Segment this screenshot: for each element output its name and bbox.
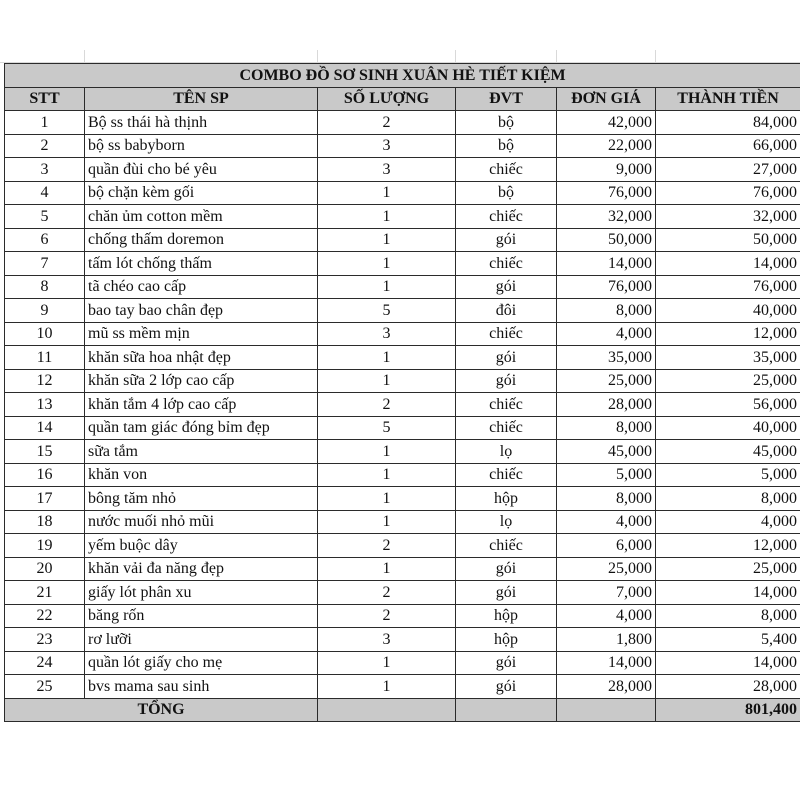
- cell-stt[interactable]: 13: [5, 393, 85, 417]
- cell-thanh-tien[interactable]: 84,000: [656, 111, 800, 135]
- total-empty-cell[interactable]: [318, 698, 456, 722]
- cell-ten-sp[interactable]: chăn ủm cotton mềm: [85, 205, 318, 229]
- cell-thanh-tien[interactable]: 45,000: [656, 440, 800, 464]
- cell-thanh-tien[interactable]: 8,000: [656, 604, 800, 628]
- cell-ten-sp[interactable]: tấm lót chống thấm: [85, 252, 318, 276]
- cell-thanh-tien[interactable]: 76,000: [656, 181, 800, 205]
- cell-dvt[interactable]: gói: [456, 651, 557, 675]
- cell-ten-sp[interactable]: khăn von: [85, 463, 318, 487]
- table-row: [5, 158, 800, 182]
- cell-dvt[interactable]: chiếc: [456, 322, 557, 346]
- cell-so-luong[interactable]: 5: [318, 299, 456, 323]
- cell-stt[interactable]: 25: [5, 675, 85, 699]
- cell-dvt[interactable]: bộ: [456, 181, 557, 205]
- table-row: [5, 510, 800, 534]
- table-row: [5, 228, 800, 252]
- combo-table: [4, 63, 800, 722]
- header-row: [5, 87, 800, 111]
- header-thanh-tien[interactable]: THÀNH TIỀN: [656, 87, 800, 111]
- cell-thanh-tien[interactable]: 14,000: [656, 581, 800, 605]
- cell-so-luong[interactable]: 1: [318, 440, 456, 464]
- cell-ten-sp[interactable]: mũ ss mềm mịn: [85, 322, 318, 346]
- cell-don-gia[interactable]: 14,000: [557, 651, 656, 675]
- cell-thanh-tien[interactable]: 25,000: [656, 369, 800, 393]
- cell-so-luong[interactable]: 1: [318, 557, 456, 581]
- cell-stt[interactable]: 1: [5, 111, 85, 135]
- cell-thanh-tien[interactable]: 14,000: [656, 651, 800, 675]
- cell-stt[interactable]: 5: [5, 205, 85, 229]
- cell-don-gia[interactable]: 1,800: [557, 628, 656, 652]
- table-row: [5, 604, 800, 628]
- cell-thanh-tien[interactable]: 5,000: [656, 463, 800, 487]
- cell-stt[interactable]: 11: [5, 346, 85, 370]
- cell-don-gia[interactable]: 42,000: [557, 111, 656, 135]
- cell-thanh-tien[interactable]: 56,000: [656, 393, 800, 417]
- cell-ten-sp[interactable]: khăn vải đa năng đẹp: [85, 557, 318, 581]
- table-title[interactable]: COMBO ĐỒ SƠ SINH XUÂN HÈ TIẾT KIỆM: [5, 64, 800, 88]
- cell-ten-sp[interactable]: bộ ss babyborn: [85, 134, 318, 158]
- cell-thanh-tien[interactable]: 40,000: [656, 416, 800, 440]
- table-row: [5, 134, 800, 158]
- cell-stt[interactable]: 6: [5, 228, 85, 252]
- header-so-luong[interactable]: SỐ LƯỢNG: [318, 87, 456, 111]
- header-ten-sp[interactable]: TÊN SP: [85, 87, 318, 111]
- cell-stt[interactable]: 24: [5, 651, 85, 675]
- cell-don-gia[interactable]: 8,000: [557, 299, 656, 323]
- table-row: [5, 252, 800, 276]
- cell-so-luong[interactable]: 2: [318, 581, 456, 605]
- cell-stt[interactable]: 20: [5, 557, 85, 581]
- cell-thanh-tien[interactable]: 14,000: [656, 252, 800, 276]
- cell-dvt[interactable]: chiếc: [456, 463, 557, 487]
- total-empty-cell[interactable]: [557, 698, 656, 722]
- cell-stt[interactable]: 22: [5, 604, 85, 628]
- cell-ten-sp[interactable]: khăn tắm 4 lớp cao cấp: [85, 393, 318, 417]
- cell-so-luong[interactable]: 1: [318, 510, 456, 534]
- cell-don-gia[interactable]: 50,000: [557, 228, 656, 252]
- cell-dvt[interactable]: chiếc: [456, 416, 557, 440]
- cell-ten-sp[interactable]: sữa tắm: [85, 440, 318, 464]
- cell-dvt[interactable]: chiếc: [456, 534, 557, 558]
- cell-thanh-tien[interactable]: 5,400: [656, 628, 800, 652]
- cell-dvt[interactable]: gói: [456, 581, 557, 605]
- cell-thanh-tien[interactable]: 50,000: [656, 228, 800, 252]
- spreadsheet-gridlines: [0, 0, 800, 63]
- table-row: [5, 487, 800, 511]
- cell-stt[interactable]: 4: [5, 181, 85, 205]
- table-row: [5, 369, 800, 393]
- table-row: [5, 651, 800, 675]
- cell-thanh-tien[interactable]: 66,000: [656, 134, 800, 158]
- cell-ten-sp[interactable]: rơ lưỡi: [85, 628, 318, 652]
- cell-ten-sp[interactable]: khăn sữa hoa nhật đẹp: [85, 346, 318, 370]
- cell-dvt[interactable]: đôi: [456, 299, 557, 323]
- cell-so-luong[interactable]: 2: [318, 604, 456, 628]
- cell-stt[interactable]: 18: [5, 510, 85, 534]
- cell-don-gia[interactable]: 5,000: [557, 463, 656, 487]
- cell-so-luong[interactable]: 1: [318, 252, 456, 276]
- cell-so-luong[interactable]: 2: [318, 393, 456, 417]
- cell-ten-sp[interactable]: bao tay bao chân đẹp: [85, 299, 318, 323]
- header-stt[interactable]: STT: [5, 87, 85, 111]
- cell-dvt[interactable]: hộp: [456, 628, 557, 652]
- cell-so-luong[interactable]: 5: [318, 416, 456, 440]
- table-row: [5, 322, 800, 346]
- cell-dvt[interactable]: bộ: [456, 111, 557, 135]
- cell-so-luong[interactable]: 2: [318, 111, 456, 135]
- total-row: [5, 698, 800, 722]
- cell-so-luong[interactable]: 3: [318, 158, 456, 182]
- cell-so-luong[interactable]: 3: [318, 628, 456, 652]
- cell-thanh-tien[interactable]: 27,000: [656, 158, 800, 182]
- cell-don-gia[interactable]: 76,000: [557, 275, 656, 299]
- cell-thanh-tien[interactable]: 8,000: [656, 487, 800, 511]
- cell-dvt[interactable]: chiếc: [456, 158, 557, 182]
- cell-don-gia[interactable]: 28,000: [557, 675, 656, 699]
- cell-don-gia[interactable]: 6,000: [557, 534, 656, 558]
- cell-don-gia[interactable]: 25,000: [557, 557, 656, 581]
- table-row: [5, 205, 800, 229]
- cell-ten-sp[interactable]: bvs mama sau sinh: [85, 675, 318, 699]
- cell-thanh-tien[interactable]: 25,000: [656, 557, 800, 581]
- cell-don-gia[interactable]: 9,000: [557, 158, 656, 182]
- cell-dvt[interactable]: chiếc: [456, 393, 557, 417]
- cell-ten-sp[interactable]: bộ chặn kèm gối: [85, 181, 318, 205]
- cell-dvt[interactable]: gói: [456, 346, 557, 370]
- cell-don-gia[interactable]: 32,000: [557, 205, 656, 229]
- cell-stt[interactable]: 7: [5, 252, 85, 276]
- table-row: [5, 581, 800, 605]
- cell-thanh-tien[interactable]: 28,000: [656, 675, 800, 699]
- cell-dvt[interactable]: bộ: [456, 134, 557, 158]
- cell-dvt[interactable]: lọ: [456, 510, 557, 534]
- cell-so-luong[interactable]: 1: [318, 228, 456, 252]
- table-row: [5, 534, 800, 558]
- cell-ten-sp[interactable]: yếm buộc dây: [85, 534, 318, 558]
- cell-don-gia[interactable]: 35,000: [557, 346, 656, 370]
- cell-so-luong[interactable]: 3: [318, 134, 456, 158]
- cell-stt[interactable]: 16: [5, 463, 85, 487]
- cell-don-gia[interactable]: 8,000: [557, 416, 656, 440]
- cell-don-gia[interactable]: 4,000: [557, 322, 656, 346]
- cell-don-gia[interactable]: 76,000: [557, 181, 656, 205]
- cell-ten-sp[interactable]: quần tam giác đóng bỉm đẹp: [85, 416, 318, 440]
- cell-stt[interactable]: 15: [5, 440, 85, 464]
- cell-so-luong[interactable]: 1: [318, 463, 456, 487]
- cell-stt[interactable]: 3: [5, 158, 85, 182]
- cell-don-gia[interactable]: 22,000: [557, 134, 656, 158]
- table-row: [5, 393, 800, 417]
- table-row: [5, 675, 800, 699]
- cell-stt[interactable]: 21: [5, 581, 85, 605]
- cell-ten-sp[interactable]: bông tăm nhỏ: [85, 487, 318, 511]
- cell-stt[interactable]: 10: [5, 322, 85, 346]
- cell-thanh-tien[interactable]: 35,000: [656, 346, 800, 370]
- cell-ten-sp[interactable]: chống thấm doremon: [85, 228, 318, 252]
- cell-so-luong[interactable]: 1: [318, 369, 456, 393]
- cell-don-gia[interactable]: 4,000: [557, 604, 656, 628]
- cell-don-gia[interactable]: 7,000: [557, 581, 656, 605]
- cell-ten-sp[interactable]: quần đùi cho bé yêu: [85, 158, 318, 182]
- table-row: [5, 416, 800, 440]
- header-don-gia[interactable]: ĐƠN GIÁ: [557, 87, 656, 111]
- cell-ten-sp[interactable]: nước muối nhỏ mũi: [85, 510, 318, 534]
- header-dvt[interactable]: ĐVT: [456, 87, 557, 111]
- cell-dvt[interactable]: hộp: [456, 487, 557, 511]
- cell-thanh-tien[interactable]: 4,000: [656, 510, 800, 534]
- cell-stt[interactable]: 14: [5, 416, 85, 440]
- table-row: [5, 557, 800, 581]
- cell-ten-sp[interactable]: khăn sữa 2 lớp cao cấp: [85, 369, 318, 393]
- cell-so-luong[interactable]: 1: [318, 675, 456, 699]
- table-row: [5, 111, 800, 135]
- cell-so-luong[interactable]: 1: [318, 487, 456, 511]
- cell-stt[interactable]: 19: [5, 534, 85, 558]
- cell-dvt[interactable]: lọ: [456, 440, 557, 464]
- cell-stt[interactable]: 17: [5, 487, 85, 511]
- table-row: [5, 463, 800, 487]
- table-row: [5, 181, 800, 205]
- cell-so-luong[interactable]: 1: [318, 205, 456, 229]
- cell-don-gia[interactable]: 28,000: [557, 393, 656, 417]
- cell-dvt[interactable]: gói: [456, 369, 557, 393]
- cell-thanh-tien[interactable]: 76,000: [656, 275, 800, 299]
- cell-so-luong[interactable]: 1: [318, 346, 456, 370]
- cell-don-gia[interactable]: 8,000: [557, 487, 656, 511]
- cell-ten-sp[interactable]: tã chéo cao cấp: [85, 275, 318, 299]
- cell-don-gia[interactable]: 25,000: [557, 369, 656, 393]
- cell-thanh-tien[interactable]: 40,000: [656, 299, 800, 323]
- cell-stt[interactable]: 2: [5, 134, 85, 158]
- cell-don-gia[interactable]: 4,000: [557, 510, 656, 534]
- total-label[interactable]: TỔNG: [5, 698, 318, 722]
- table-row: [5, 628, 800, 652]
- cell-don-gia[interactable]: 45,000: [557, 440, 656, 464]
- cell-thanh-tien[interactable]: 12,000: [656, 322, 800, 346]
- cell-dvt[interactable]: gói: [456, 557, 557, 581]
- cell-ten-sp[interactable]: giấy lót phân xu: [85, 581, 318, 605]
- table-row: [5, 299, 800, 323]
- cell-so-luong[interactable]: 1: [318, 651, 456, 675]
- cell-stt[interactable]: 8: [5, 275, 85, 299]
- total-empty-cell[interactable]: [456, 698, 557, 722]
- table-row: [5, 346, 800, 370]
- table-row: [5, 275, 800, 299]
- cell-stt[interactable]: 9: [5, 299, 85, 323]
- cell-dvt[interactable]: gói: [456, 228, 557, 252]
- cell-stt[interactable]: 23: [5, 628, 85, 652]
- total-value[interactable]: 801,400: [656, 698, 800, 722]
- cell-thanh-tien[interactable]: 12,000: [656, 534, 800, 558]
- cell-thanh-tien[interactable]: 32,000: [656, 205, 800, 229]
- cell-dvt[interactable]: hộp: [456, 604, 557, 628]
- cell-so-luong[interactable]: 1: [318, 181, 456, 205]
- cell-so-luong[interactable]: 2: [318, 534, 456, 558]
- cell-so-luong[interactable]: 1: [318, 275, 456, 299]
- cell-dvt[interactable]: chiếc: [456, 205, 557, 229]
- cell-dvt[interactable]: gói: [456, 675, 557, 699]
- cell-ten-sp[interactable]: băng rốn: [85, 604, 318, 628]
- cell-dvt[interactable]: gói: [456, 275, 557, 299]
- table-row: [5, 440, 800, 464]
- cell-ten-sp[interactable]: quần lót giấy cho mẹ: [85, 651, 318, 675]
- cell-so-luong[interactable]: 3: [318, 322, 456, 346]
- cell-stt[interactable]: 12: [5, 369, 85, 393]
- cell-ten-sp[interactable]: Bộ ss thái hà thịnh: [85, 111, 318, 135]
- title-row: [5, 64, 800, 88]
- cell-dvt[interactable]: chiếc: [456, 252, 557, 276]
- cell-don-gia[interactable]: 14,000: [557, 252, 656, 276]
